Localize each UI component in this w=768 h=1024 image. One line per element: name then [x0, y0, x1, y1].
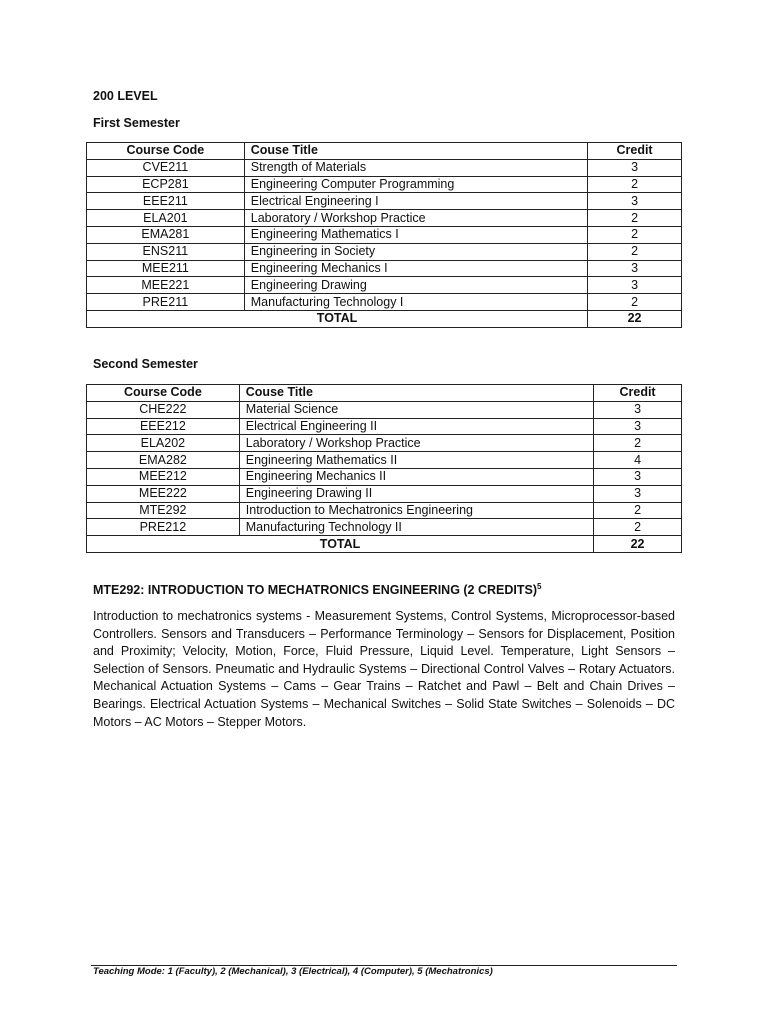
course-code-cell: CHE222: [87, 401, 240, 418]
course-title-cell: Engineering Mathematics II: [239, 452, 593, 469]
course-title-cell: Engineering Mathematics I: [244, 226, 587, 243]
table-row: [87, 226, 682, 243]
table-row: [87, 435, 682, 452]
footer-note: Teaching Mode: 1 (Faculty), 2 (Mechanical), 3 (Electrical), 4 (Computer), 5 (Mechatronics): [93, 966, 493, 977]
credit-cell: 2: [594, 502, 682, 519]
total-row: [87, 536, 682, 553]
credit-cell: 2: [594, 519, 682, 536]
course-title-cell: Engineering in Society: [244, 243, 587, 260]
course-title-cell: Manufacturing Technology II: [239, 519, 593, 536]
course-title-cell: Material Science: [239, 401, 593, 418]
credit-cell: 2: [588, 210, 682, 227]
column-header-course-title: Couse Title: [244, 143, 587, 160]
course-code-cell: EMA281: [87, 226, 245, 243]
credit-cell: 3: [588, 159, 682, 176]
course-title-cell: Engineering Computer Programming: [244, 176, 587, 193]
table-row: [87, 193, 682, 210]
column-header-course-code: Course Code: [87, 143, 245, 160]
credit-cell: 3: [594, 401, 682, 418]
course-code-cell: MEE211: [87, 260, 245, 277]
credit-cell: 2: [588, 243, 682, 260]
total-value: 22: [588, 310, 682, 327]
table-row: [87, 485, 682, 502]
credit-cell: 2: [588, 294, 682, 311]
course-title-cell: Engineering Drawing II: [239, 485, 593, 502]
course-heading-footnote-mark: 5: [537, 582, 542, 591]
credit-cell: 3: [588, 260, 682, 277]
table-row: [87, 418, 682, 435]
credit-cell: 2: [588, 176, 682, 193]
course-title-cell: Introduction to Mechatronics Engineering: [239, 502, 593, 519]
second-semester-table: [86, 384, 682, 553]
first-semester-title: First Semester: [93, 116, 180, 130]
total-row: [87, 310, 682, 327]
credit-cell: 3: [594, 418, 682, 435]
course-title-cell: Laboratory / Workshop Practice: [244, 210, 587, 227]
course-code-cell: PRE212: [87, 519, 240, 536]
course-code-cell: CVE211: [87, 159, 245, 176]
course-title-cell: Strength of Materials: [244, 159, 587, 176]
table-row: [87, 176, 682, 193]
course-code-cell: ELA202: [87, 435, 240, 452]
table-row: [87, 502, 682, 519]
table-row: [87, 243, 682, 260]
table-row: [87, 159, 682, 176]
course-code-cell: PRE211: [87, 294, 245, 311]
credit-cell: 4: [594, 452, 682, 469]
first-semester-table: [86, 142, 682, 328]
course-code-cell: MEE221: [87, 277, 245, 294]
level-title: 200 LEVEL: [93, 89, 158, 103]
table-row: [87, 277, 682, 294]
course-title-cell: Laboratory / Workshop Practice: [239, 435, 593, 452]
table-row: [87, 260, 682, 277]
course-title-cell: Engineering Mechanics II: [239, 468, 593, 485]
course-code-cell: MTE292: [87, 502, 240, 519]
column-header-course-code: Course Code: [87, 385, 240, 402]
credit-cell: 3: [588, 193, 682, 210]
total-value: 22: [594, 536, 682, 553]
course-title-cell: Manufacturing Technology I: [244, 294, 587, 311]
table-header-row: [87, 385, 682, 402]
second-semester-title: Second Semester: [93, 357, 198, 371]
table-row: [87, 210, 682, 227]
course-code-cell: EMA282: [87, 452, 240, 469]
table-row: [87, 294, 682, 311]
table-row: [87, 519, 682, 536]
credit-cell: 2: [588, 226, 682, 243]
table-row: [87, 468, 682, 485]
credit-cell: 3: [594, 468, 682, 485]
course-code-cell: EEE211: [87, 193, 245, 210]
course-title-cell: Engineering Drawing: [244, 277, 587, 294]
course-code-cell: EEE212: [87, 418, 240, 435]
course-code-cell: MEE212: [87, 468, 240, 485]
credit-cell: 3: [588, 277, 682, 294]
course-description: Introduction to mechatronics systems - Measurement Systems, Control Systems, Microprocessor-based Controllers. Sensors and Transducers – Performance Terminology – Sensors for Displacement, Position and Proximity; Velocity, Motion, Force, Fluid Pressure, Liquid Level. Temperature, Light Sensors – Selection of Sensors. Pneumatic and Hydraulic Systems – Directional Control Valves – Rotary Actuators. Mechanical Actuation Systems – Cams – Gear Trains – Ratchet and Pawl – Belt and Chain Drives – Bearings. Electrical Actuation Systems – Mechanical Switches – Solid State Switches – Solenoids – DC Motors – AC Motors – Stepper Motors.: [93, 609, 675, 729]
column-header-course-title: Couse Title: [239, 385, 593, 402]
total-label: TOTAL: [87, 536, 594, 553]
course-code-cell: MEE222: [87, 485, 240, 502]
credit-cell: 2: [594, 435, 682, 452]
course-code-cell: ELA201: [87, 210, 245, 227]
course-title-cell: Electrical Engineering I: [244, 193, 587, 210]
course-heading-text: MTE292: INTRODUCTION TO MECHATRONICS ENGINEERING (2 CREDITS): [93, 583, 538, 598]
column-header-credit: Credit: [594, 385, 682, 402]
course-code-cell: ENS211: [87, 243, 245, 260]
course-code-cell: ECP281: [87, 176, 245, 193]
total-label: TOTAL: [87, 310, 588, 327]
column-header-credit: Credit: [588, 143, 682, 160]
course-heading: [93, 582, 541, 597]
table-row: [87, 452, 682, 469]
table-header-row: [87, 143, 682, 160]
credit-cell: 3: [594, 485, 682, 502]
course-title-cell: Engineering Mechanics I: [244, 260, 587, 277]
course-title-cell: Electrical Engineering II: [239, 418, 593, 435]
table-row: [87, 401, 682, 418]
